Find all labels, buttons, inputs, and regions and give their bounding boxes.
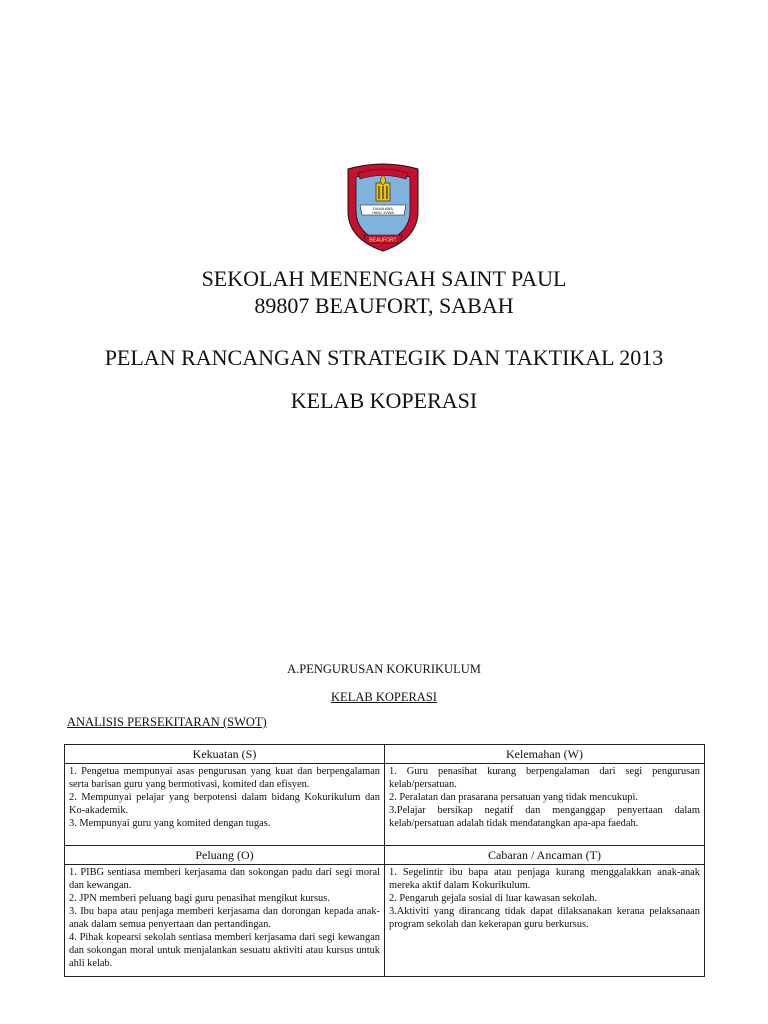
threats-header: Cabaran / Ancaman (T) [385, 846, 705, 865]
threat-item: 2. Pengaruh gejala sosial di luar kawasan sekolah. [389, 893, 598, 904]
school-crest [344, 161, 422, 253]
svg-text:HIBU JUWA: HIBU JUWA [372, 210, 394, 215]
threat-item: 3.Aktiviti yang dirancang tidak dapat dilaksanakan kerana pelaksanaan program sekolah dan kekerapan guru berkursus. [389, 906, 700, 930]
section-title: A.PENGURUSAN KOKURIKULUM [287, 662, 481, 676]
svg-text:BEAUFORT: BEAUFORT [369, 237, 397, 244]
school-name: SEKOLAH MENENGAH SAINT PAUL [201, 266, 567, 291]
weaknesses-cell [385, 764, 705, 846]
strength-item: 2. Mempunyai pelajar yang berpotensi dalam bidang Kokurikulum dan Ko-akademik. [69, 792, 380, 816]
opportunities-cell [65, 865, 385, 977]
strength-item: 3. Mempunyai guru yang komited dengan tugas. [69, 818, 271, 829]
strengths-header: Kekuatan (S) [65, 745, 385, 764]
swot-table [64, 744, 705, 977]
weakness-item: 2. Peralatan dan prasarana persatuan yang tidak mencukupi. [389, 792, 638, 803]
opportunity-item: 2. JPN memberi peluang bagi guru penasihat mengikut kursus. [69, 893, 330, 904]
plan-title: PELAN RANCANGAN STRATEGIK DAN TAKTIKAL 2013 [104, 345, 664, 370]
weakness-item: 1. Guru penasihat kurang berpengalaman dari segi pengurusan kelab/persatuan. [389, 766, 700, 790]
strength-item: 1. Pengetua mempunyai asas pengurusan yang kuat dan berpengalaman serta barisan guru yang bermotivasi, komited dan efisyen. [69, 766, 380, 790]
threat-item: 1. Segelintir ibu bapa atau penjaga kurang menggalakkan anak-anak mereka aktif dalam Kokurikulum. [389, 867, 700, 891]
opportunity-item: 1. PIBG sentiasa memberi kerjasama dan sokongan padu dari segi moral dan kewangan. [69, 867, 380, 891]
swot-title: ANALISIS PERSEKITARAN (SWOT) [67, 715, 267, 729]
weakness-item: 3.Pelajar bersikap negatif dan menganggap penyertaan dalam kelab/persatuan adalah tidak mendatangkan apa-apa faedah. [389, 805, 700, 829]
club-title: KELAB KOPERASI [290, 388, 478, 413]
section-subtitle: KELAB KOPERASI [331, 690, 437, 704]
threats-cell [385, 865, 705, 977]
weaknesses-header: Kelemahan (W) [385, 745, 705, 764]
opportunity-item: 4. Pihak kopearsi sekolah sentiasa memberi kerjasama dari segi kewangan dan sokongan moral untuk menjalankan sesuatu aktiviti atau kursus untuk ahli kelab. [69, 932, 380, 969]
school-address: 89807 BEAUFORT, SABAH [254, 293, 514, 318]
strengths-cell [65, 764, 385, 846]
opportunity-item: 3. Ibu bapa atau penjaga memberi kerjasama dan dorongan kepada anak- anak dalam semua penyertaan dan pertandingan. [69, 906, 380, 930]
opportunities-header: Peluang (O) [65, 846, 385, 865]
svg-text:DAHA ABA: DAHA ABA [373, 206, 393, 211]
